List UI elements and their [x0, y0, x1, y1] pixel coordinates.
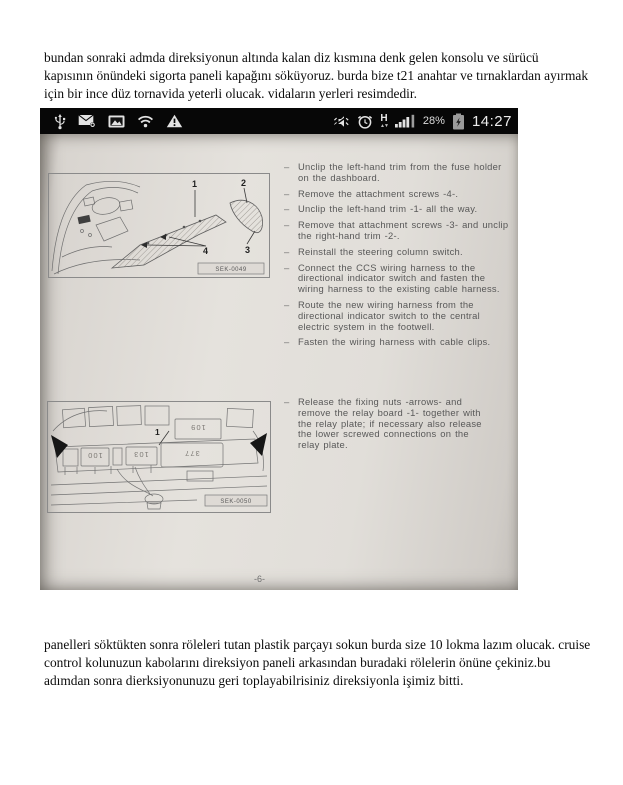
diagram2-figure-label: SEK-0050	[220, 499, 252, 505]
usb-icon	[54, 113, 66, 130]
instruction-item	[284, 204, 510, 215]
email-icon	[78, 114, 96, 128]
wifi-icon	[137, 115, 154, 128]
status-bar-clock: 14:27	[471, 112, 512, 130]
vibrate-icon	[331, 115, 350, 128]
bullet-dash: –	[284, 203, 290, 215]
instruction-text: Remove that attachment screws -3- and unclip the right-hand trim -2-.	[298, 219, 509, 241]
svg-text:100: 100	[87, 451, 103, 460]
status-bar-right-cluster	[331, 113, 512, 130]
svg-text:109: 109	[190, 423, 206, 432]
bullet-dash: –	[284, 161, 290, 172]
alarm-icon	[357, 114, 373, 129]
instruction-list-top	[284, 162, 510, 353]
svg-text:3: 3	[245, 245, 251, 255]
instruction-item	[284, 162, 510, 184]
battery-percent: 28%	[422, 115, 445, 127]
instruction-item	[284, 337, 510, 348]
svg-text:2: 2	[241, 178, 247, 188]
instruction-text: Release the fixing nuts -arrows- and remove the relay board -1- together with the relay plate; if necessary also release the lower screwed connections on the relay plate.	[298, 396, 482, 451]
instruction-item	[284, 263, 510, 295]
warning-icon	[166, 114, 183, 128]
signal-bars-icon	[395, 114, 416, 128]
instruction-text: Unclip the left-hand trim from the fuse holder on the dashboard.	[298, 161, 502, 183]
instruction-list-bottom	[284, 397, 490, 456]
instruction-item	[284, 397, 490, 451]
instruction-item	[284, 300, 510, 332]
relay-board-diagram	[47, 401, 271, 513]
instruction-text: Fasten the wiring harness with cable clips.	[298, 336, 491, 348]
bullet-dash: –	[284, 245, 290, 257]
bullet-dash: –	[284, 336, 290, 348]
svg-text:103: 103	[133, 450, 149, 459]
screenshot-icon	[108, 115, 125, 128]
instruction-text: Connect the CCS wiring harness to the directional indicator switch and fasten the wiring harness to the existing cable harness.	[298, 261, 500, 295]
instruction-text: Reinstall the steering column switch.	[298, 245, 463, 257]
bullet-dash: –	[284, 396, 290, 407]
svg-text:1: 1	[192, 179, 198, 189]
dashboard-trim-diagram	[48, 173, 270, 278]
instruction-text: Remove the attachment screws -4-.	[298, 187, 459, 199]
bullet-dash: –	[284, 187, 290, 199]
closing-paragraph: panelleri söktükten sonra röleleri tutan plastik parçayı sokun burda size 10 lokma lazım olucak. cruise control kolunuzun kabolarını direksiyon paneli arkasından buradaki rölelerin önüne çekiniz.bu adımdan sonra dierksiyonunuzu geri toplayabilrisiniz direksiyonla işimiz bitti.	[44, 637, 591, 689]
bullet-dash: –	[284, 298, 290, 310]
instruction-item	[284, 220, 510, 242]
android-status-bar	[40, 108, 518, 134]
instruction-text: Unclip the left-hand trim -1- all the way.	[298, 203, 478, 215]
manual-page-number: -6-	[254, 574, 265, 584]
bullet-dash: –	[284, 261, 290, 273]
battery-charging-icon	[452, 113, 465, 130]
intro-paragraph: bundan sonraki admda direksiyonun altında kalan diz kısmına denk gelen konsolu ve sürücü kapısının önündeki sigorta paneli kapağını söküyoruz. burda bize t21 anahtar ve tırnaklardan ayırmak için bir ince düz tornavida yeterli olucak. vidaların yerleri resimdedir.	[44, 50, 589, 102]
instruction-text: Route the new wiring harness from the directional indicator switch to the central electric system in the footwell.	[298, 298, 480, 332]
diagram1-figure-label: SEK-0049	[215, 267, 247, 273]
instruction-item	[284, 189, 510, 200]
svg-text:377: 377	[184, 449, 200, 458]
hspa-network-icon: H ▲▼	[380, 112, 388, 129]
svg-text:1: 1	[155, 427, 160, 437]
bullet-dash: –	[284, 219, 290, 231]
svg-text:4: 4	[203, 246, 209, 256]
instruction-item	[284, 247, 510, 258]
phone-screenshot	[40, 108, 518, 590]
scanned-manual-page	[40, 134, 518, 590]
